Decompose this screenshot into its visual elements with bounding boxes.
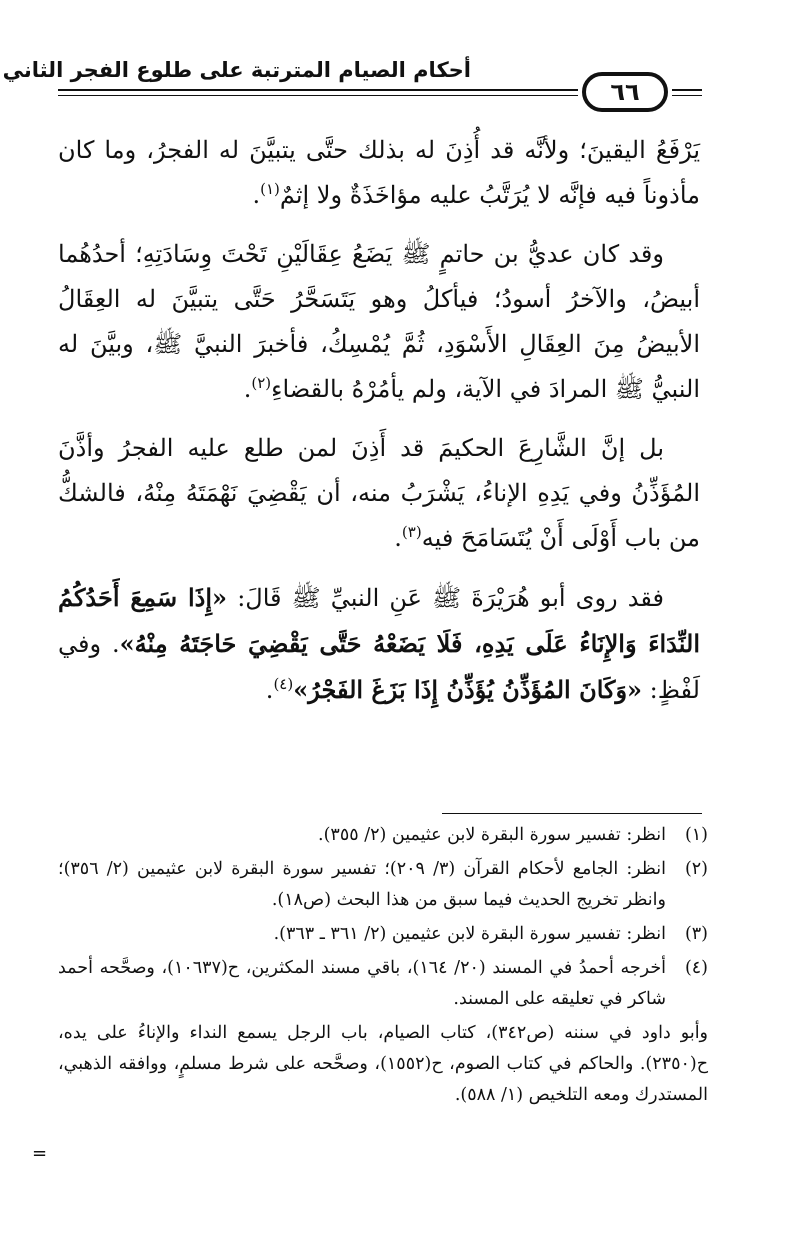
page-number-text: ٦٦ bbox=[610, 78, 640, 106]
footnote-1-number: (١) bbox=[684, 825, 708, 845]
margin-mark: = bbox=[32, 1143, 48, 1164]
footnote-3-number: (٣) bbox=[684, 924, 708, 944]
header-rule-bottom bbox=[58, 95, 578, 96]
paragraph-4 bbox=[58, 575, 700, 713]
footnote-separator bbox=[442, 813, 702, 814]
footnote-2-number: (٢) bbox=[684, 859, 708, 879]
footnote-4 bbox=[58, 953, 708, 1015]
footnote-4-continuation: وأبو داود في سننه (ص٣٤٢)، كتاب الصيام، باب الرجل يسمع النداء والإناءُ على يده، ح(٢٣٥٠). والحاكم في كتاب الصوم، ح(١٥٥٢)، وصحَّحه على شرط مسلمٍ، ووافقه الذهبي، المستدرك ومعه التلخيص (١/ ٥٨٨). bbox=[58, 1023, 709, 1105]
paragraph-2 bbox=[58, 232, 700, 412]
footnote-ref-3: (٣) bbox=[401, 523, 422, 541]
running-title: أحكام الصيام المترتبة على طلوع الفجر الثاني bbox=[2, 58, 471, 82]
footnote-ref-4: (٤) bbox=[273, 675, 294, 693]
paragraph-4-middle: . وفي لَفْظٍ: bbox=[58, 630, 700, 704]
page-number bbox=[582, 72, 668, 112]
paragraph-3-text: بل إنَّ الشَّارِعَ الحكيمَ قد أَذِنَ لمن طلع عليه الفجرُ وأذَّنَ المُؤَذِّنُ وفي يَدِهِ الإناءُ، يَشْرَبُ منه، أن يَقْضِيَ نَهْمَتَهُ مِنْهُ، فالشكُّ من باب أَوْلَى أَنْ يُتَسَامَحَ فيه bbox=[58, 434, 700, 552]
paragraph-1-end: . bbox=[252, 181, 261, 209]
footnote-1-text: انظر: تفسير سورة البقرة لابن عثيمين (٢/ ٣٥٥). bbox=[318, 825, 666, 845]
paragraph-2-end: . bbox=[243, 375, 252, 403]
header-rule-top bbox=[58, 89, 578, 91]
footnote-2 bbox=[58, 854, 708, 916]
footnotes bbox=[58, 820, 708, 1111]
paragraph-3 bbox=[58, 426, 700, 561]
hadith-quote-2: «وَكَانَ المُؤَذِّنُ يُؤَذِّنُ إِذَا بَزَغَ الفَجْرُ» bbox=[293, 675, 643, 704]
paragraph-4-intro: فقد روى أبو هُرَيْرَةَ ﷺ عَنِ النبيِّ ﷺ قَالَ: bbox=[237, 584, 665, 612]
paragraph-4-end: . bbox=[265, 676, 274, 704]
footnote-4-text: أخرجه أحمدُ في المسند (٢٠/ ١٦٤)، باقي مسند المكثرين، ح(١٠٦٣٧)، وصحَّحه أحمد شاكر في تعليقه على المسند. bbox=[58, 958, 666, 1009]
footnote-1 bbox=[58, 820, 708, 851]
paragraph-1 bbox=[58, 128, 700, 218]
footnote-4-number: (٤) bbox=[684, 958, 708, 978]
main-text bbox=[58, 128, 700, 727]
paragraph-3-end: . bbox=[394, 524, 402, 552]
footnote-ref-2: (٢) bbox=[251, 374, 272, 392]
header-rule-right-top bbox=[672, 89, 702, 91]
hadith-quote: «إِذَا سَمِعَ أَحَدُكُمُ النِّدَاءَ وَالإِنَاءُ عَلَى يَدِهِ، فَلَا يَضَعْهُ حَتَّى يَقْضِيَ حَاجَتَهُ مِنْهُ» bbox=[58, 583, 700, 658]
paragraph-1-text: يَرْفَعُ اليقينَ؛ ولأنَّه قد أُذِنَ له بذلك حتَّى يتبيَّنَ له الفجرُ، وما كان مأذوناً فيه فإنَّه لا يُرَتَّبُ عليه مؤاخَذَةٌ ولا إثمٌ bbox=[58, 136, 700, 209]
paragraph-2-text: وقد كان عديُّ بن حاتمٍ ﷺ يَضَعُ عِقَالَيْنِ تَحْتَ وِسَادَتِهِ؛ أحدُهُما أبيضُ، والآخرُ أسودُ؛ فيأكلُ وهو يَتَسَحَّرُ حَتَّى يتبيَّنَ له العِقَالُ الأبيضُ مِنَ العِقَالِ الأَسْوَدِ، ثُمَّ يُمْسِكُ، فأخبرَ النبيَّ ﷺ، وبيَّنَ له النبيُّ ﷺ المرادَ في الآية، ولم يأمُرْهُ بالقضاءِ bbox=[58, 240, 701, 403]
footnote-3-text: انظر: تفسير سورة البقرة لابن عثيمين (٢/ ٣٦١ ـ ٣٦٣). bbox=[273, 924, 666, 944]
footnote-3 bbox=[58, 919, 708, 950]
header-rule-right-bottom bbox=[672, 95, 702, 96]
footnote-2-text: انظر: الجامع لأحكام القرآن (٣/ ٢٠٩)؛ تفسير سورة البقرة لابن عثيمين (٢/ ٣٥٦)؛ وانظر تخريج الحديث فيما سبق من هذا البحث (ص١٨). bbox=[58, 859, 666, 910]
footnote-ref-1: (١) bbox=[260, 180, 280, 198]
